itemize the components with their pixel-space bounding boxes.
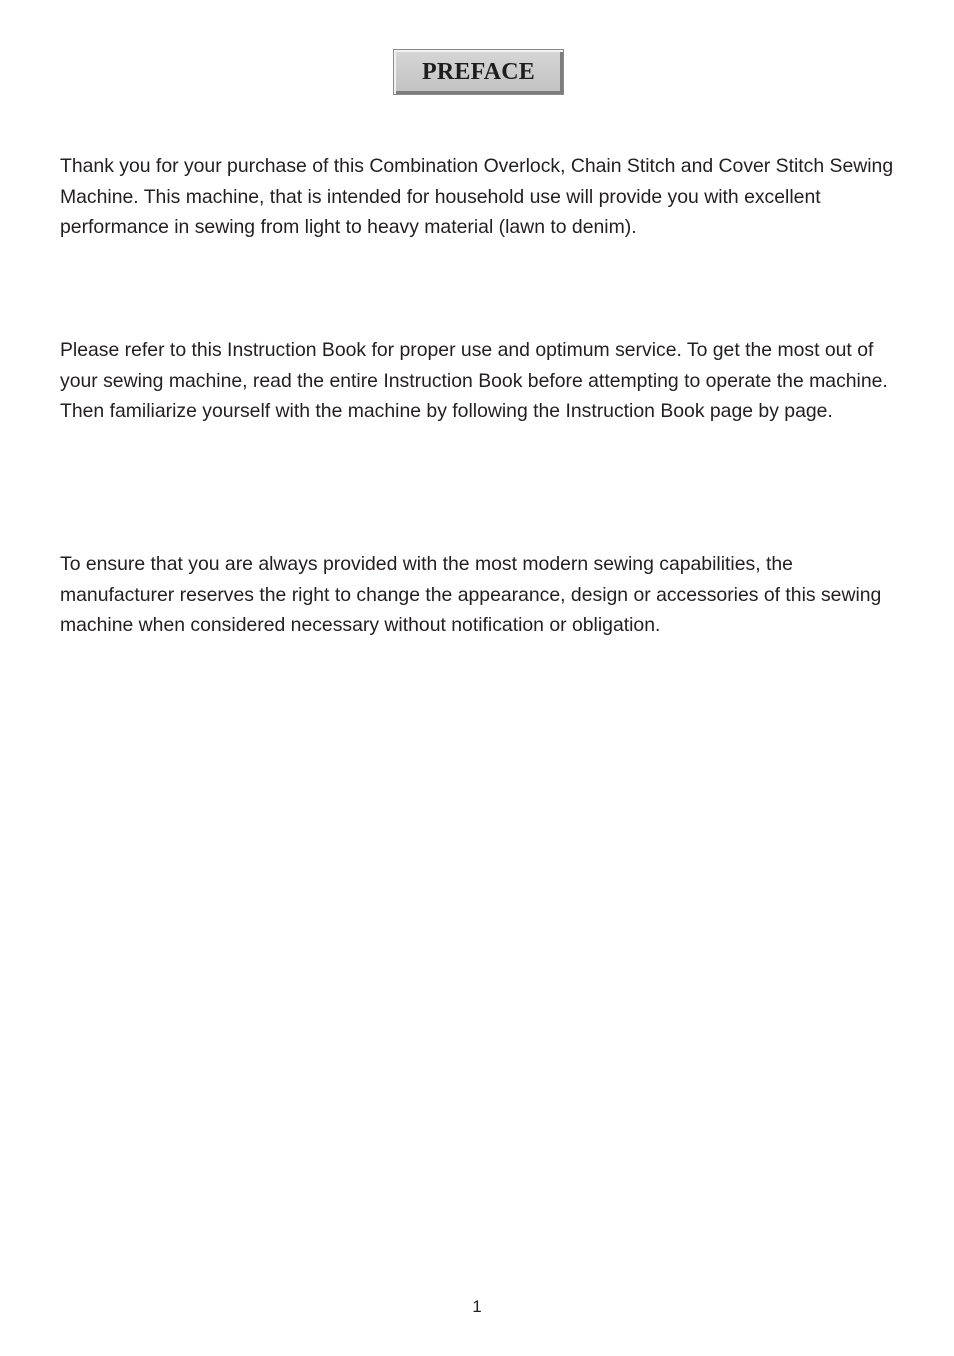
page-title: PREFACE <box>422 58 535 85</box>
page-title-box <box>393 49 564 95</box>
preface-paragraph-thanks: Thank you for your purchase of this Combination Overlock, Chain Stitch and Cover Stitch Sewing Machine. This machine, that is intended for household use will provide you with excellent performance in sewing from light to heavy material (lawn to denim). <box>60 155 894 239</box>
preface-paragraph-changes: To ensure that you are always provided with the most modern sewing capabilities, the manufacturer reserves the right to change the appearance, design or accessories of this sewing machine when considered necessary without notification or obligation. <box>60 553 882 637</box>
preface-paragraph-instructions: Please refer to this Instruction Book for proper use and optimum service. To get the most out of your sewing machine, read the entire Instruction Book before attempting to operate the machine. Then familiarize yourself with the machine by following the Instruction Book page by page. <box>60 339 888 423</box>
page-number: 1 <box>472 1297 482 1316</box>
